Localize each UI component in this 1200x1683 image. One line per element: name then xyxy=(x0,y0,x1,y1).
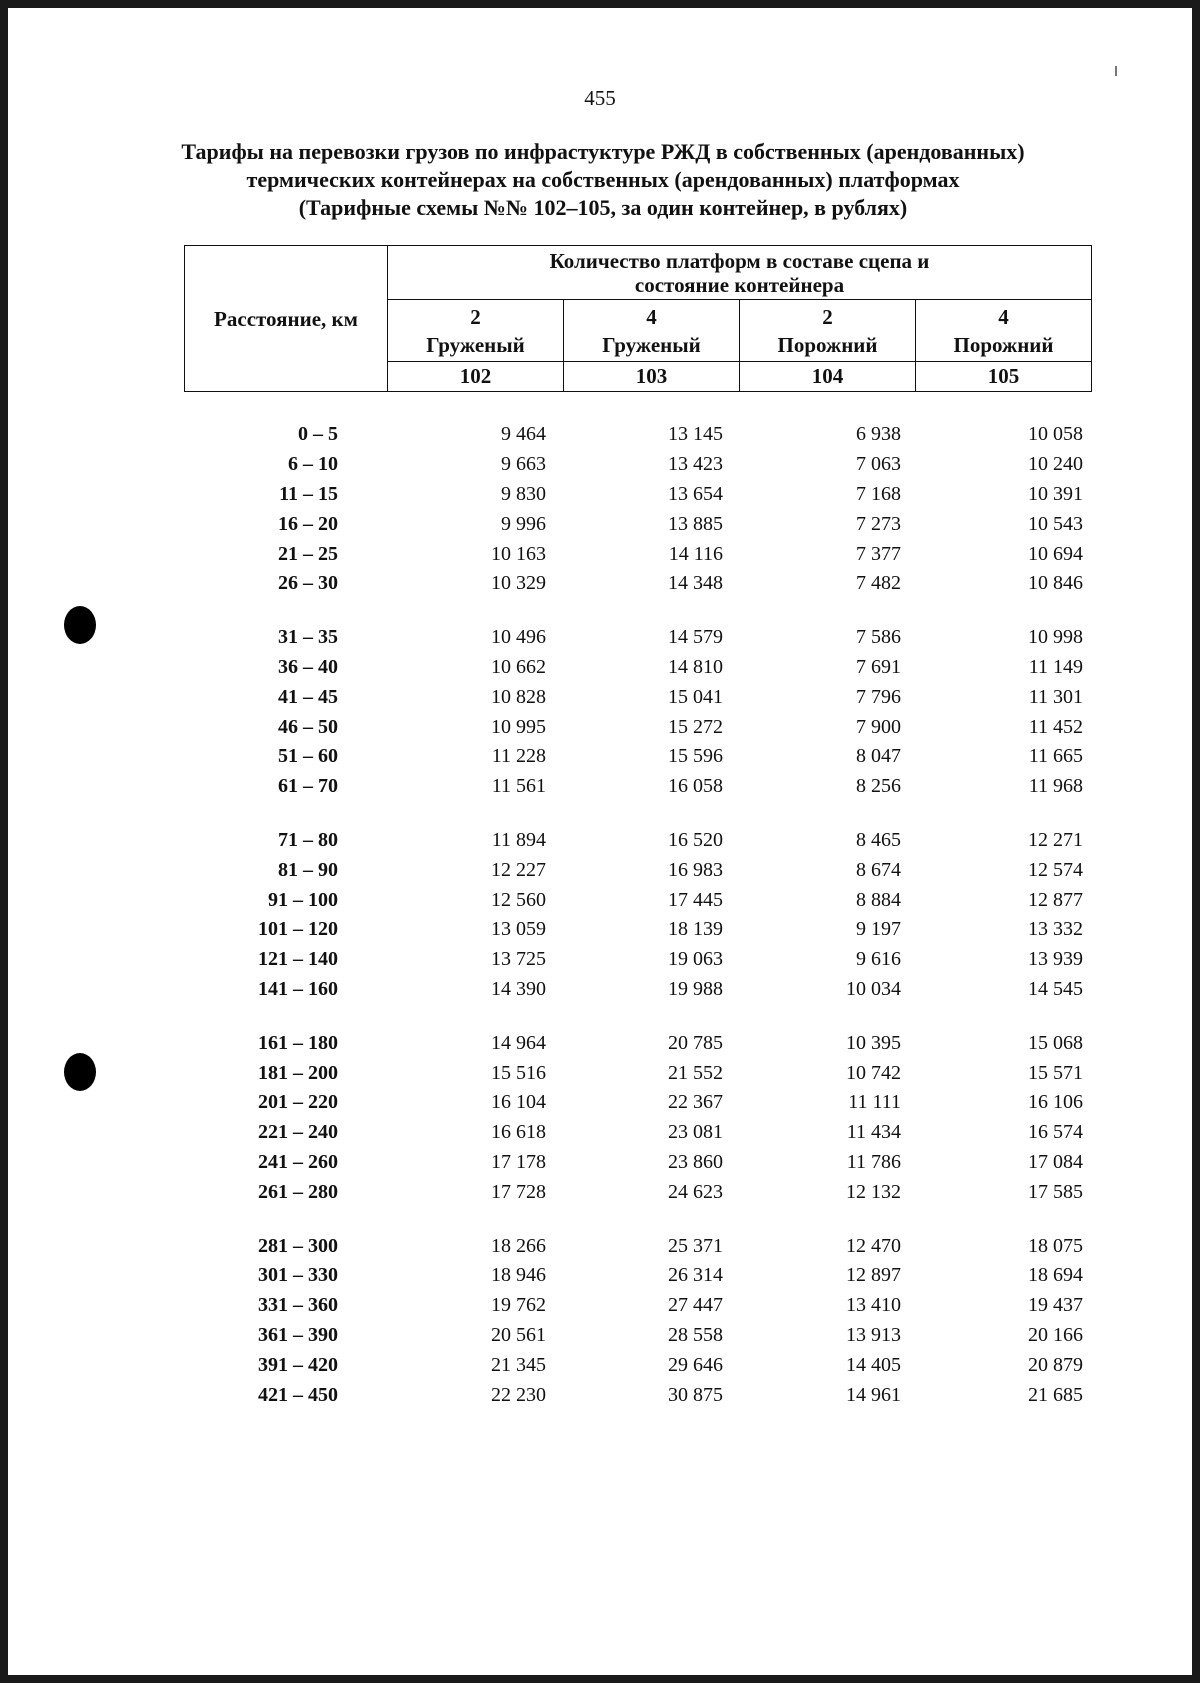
platforms-count: 4 xyxy=(646,304,657,329)
distance-range: 391 – 420 xyxy=(258,1353,338,1376)
document-page xyxy=(8,8,1192,1675)
tariff-104: 8 256 xyxy=(856,775,901,798)
column-header-105 xyxy=(916,300,1092,362)
distance-range: 46 – 50 xyxy=(278,715,338,738)
punch-hole xyxy=(64,1053,96,1091)
table-row xyxy=(184,826,1092,856)
tariff-104: 13 410 xyxy=(846,1294,901,1317)
tariff-105: 12 877 xyxy=(1028,888,1083,911)
tariff-105: 11 301 xyxy=(1028,685,1083,708)
tariff-102: 20 561 xyxy=(491,1323,546,1346)
tariff-103: 14 810 xyxy=(668,655,723,678)
tariff-102: 17 178 xyxy=(491,1150,546,1173)
tariff-104: 12 897 xyxy=(846,1264,901,1287)
distance-range: 51 – 60 xyxy=(278,745,338,768)
platforms-count: 2 xyxy=(470,304,481,329)
table-row xyxy=(184,1177,1092,1207)
tariff-105: 20 166 xyxy=(1028,1323,1083,1346)
tariff-105: 12 574 xyxy=(1028,858,1083,881)
tariff-104: 7 900 xyxy=(856,715,901,738)
distance-range: 421 – 450 xyxy=(258,1383,338,1406)
tariff-104: 9 616 xyxy=(856,948,901,971)
table-row xyxy=(184,945,1092,975)
title-line-3: (Тарифные схемы №№ 102–105, за один контейнер, в рублях) xyxy=(298,195,908,220)
distance-range: 361 – 390 xyxy=(258,1323,338,1346)
distance-range: 141 – 160 xyxy=(258,977,338,1000)
table-row xyxy=(184,653,1092,683)
tariff-105: 15 068 xyxy=(1028,1031,1083,1054)
tariff-103: 25 371 xyxy=(668,1234,723,1257)
tariff-104: 7 377 xyxy=(856,542,901,565)
distance-range: 36 – 40 xyxy=(278,655,338,678)
tariff-103: 14 348 xyxy=(668,572,723,595)
table-row xyxy=(184,1088,1092,1118)
table-row xyxy=(184,623,1092,653)
distance-range: 101 – 120 xyxy=(258,918,338,941)
tariff-102: 10 329 xyxy=(491,572,546,595)
document-title xyxy=(68,138,1138,222)
tariff-105: 11 968 xyxy=(1028,775,1083,798)
tariff-103: 13 885 xyxy=(668,512,723,535)
tariff-104: 7 691 xyxy=(856,655,901,678)
tariff-102: 16 104 xyxy=(491,1091,546,1114)
table-row xyxy=(184,1028,1092,1058)
tariff-105: 11 665 xyxy=(1028,745,1083,768)
tariff-104: 11 434 xyxy=(846,1121,901,1144)
column-header-104 xyxy=(740,300,916,362)
container-state: Порожний xyxy=(953,332,1054,357)
table-row xyxy=(184,1058,1092,1088)
tariff-102: 10 662 xyxy=(491,655,546,678)
table-row xyxy=(184,1231,1092,1261)
distance-range: 41 – 45 xyxy=(278,685,338,708)
table-row xyxy=(184,855,1092,885)
table-row xyxy=(184,915,1092,945)
tariff-105: 11 149 xyxy=(1028,655,1083,678)
tariff-105: 20 879 xyxy=(1028,1353,1083,1376)
tariff-105: 10 694 xyxy=(1028,542,1083,565)
distance-range: 221 – 240 xyxy=(258,1121,338,1144)
distance-range: 161 – 180 xyxy=(258,1031,338,1054)
tariff-102: 17 728 xyxy=(491,1180,546,1203)
tariff-105: 17 585 xyxy=(1028,1180,1083,1203)
tariff-105: 10 846 xyxy=(1028,572,1083,595)
tariff-103: 30 875 xyxy=(668,1383,723,1406)
group-header xyxy=(388,246,1092,300)
tariff-103: 20 785 xyxy=(668,1031,723,1054)
platforms-count: 4 xyxy=(998,304,1009,329)
platforms-count: 2 xyxy=(822,304,833,329)
tariff-104: 10 395 xyxy=(846,1031,901,1054)
table-row xyxy=(184,975,1092,1005)
tariff-102: 14 964 xyxy=(491,1031,546,1054)
tariff-105: 10 543 xyxy=(1028,512,1083,535)
tariff-103: 15 272 xyxy=(668,715,723,738)
tariff-103: 26 314 xyxy=(668,1264,723,1287)
tariff-105: 11 452 xyxy=(1028,715,1083,738)
tariff-102: 9 464 xyxy=(501,423,546,446)
tariff-104: 11 786 xyxy=(846,1150,901,1173)
tariff-102: 18 266 xyxy=(491,1234,546,1257)
tariff-102: 12 227 xyxy=(491,858,546,881)
tariff-104: 10 742 xyxy=(846,1061,901,1084)
tariff-104: 7 482 xyxy=(856,572,901,595)
table-row xyxy=(184,539,1092,569)
table-row xyxy=(184,1261,1092,1291)
table-row xyxy=(184,682,1092,712)
tariff-104: 7 273 xyxy=(856,512,901,535)
tariff-105: 10 998 xyxy=(1028,626,1083,649)
tariff-104: 7 586 xyxy=(856,626,901,649)
scheme-number: 104 xyxy=(740,362,916,392)
tariff-103: 16 058 xyxy=(668,775,723,798)
table-row xyxy=(184,480,1092,510)
tariff-104: 10 034 xyxy=(846,977,901,1000)
column-header-103 xyxy=(564,300,740,362)
container-state: Груженый xyxy=(426,332,525,357)
distance-range: 121 – 140 xyxy=(258,948,338,971)
tariff-102: 9 830 xyxy=(501,482,546,505)
distance-range: 0 – 5 xyxy=(298,423,338,446)
tariff-105: 16 106 xyxy=(1028,1091,1083,1114)
tariff-105: 17 084 xyxy=(1028,1150,1083,1173)
tariff-104: 14 961 xyxy=(846,1383,901,1406)
tariff-103: 13 145 xyxy=(668,423,723,446)
distance-range: 241 – 260 xyxy=(258,1150,338,1173)
table-row xyxy=(184,1291,1092,1321)
scheme-number: 102 xyxy=(388,362,564,392)
tariff-104: 7 063 xyxy=(856,453,901,476)
tariff-103: 24 623 xyxy=(668,1180,723,1203)
tariff-105: 13 939 xyxy=(1028,948,1083,971)
tariff-104: 13 913 xyxy=(846,1323,901,1346)
tariff-102: 13 059 xyxy=(491,918,546,941)
tariff-103: 21 552 xyxy=(668,1061,723,1084)
tariff-105: 14 545 xyxy=(1028,977,1083,1000)
tariff-103: 14 116 xyxy=(668,542,723,565)
tariff-104: 7 796 xyxy=(856,685,901,708)
group-header-line-2: состояние контейнера xyxy=(634,272,845,297)
tariff-103: 13 423 xyxy=(668,453,723,476)
container-state: Груженый xyxy=(602,332,701,357)
tariff-rows xyxy=(184,420,1092,1410)
distance-range: 301 – 330 xyxy=(258,1264,338,1287)
tariff-102: 22 230 xyxy=(491,1383,546,1406)
distance-range: 21 – 25 xyxy=(278,542,338,565)
distance-range: 61 – 70 xyxy=(278,775,338,798)
scheme-number: 105 xyxy=(916,362,1092,392)
distance-range: 81 – 90 xyxy=(278,858,338,881)
tariff-102: 11 894 xyxy=(491,828,546,851)
tariff-104: 12 132 xyxy=(846,1180,901,1203)
tariff-104: 11 111 xyxy=(848,1091,901,1114)
distance-range: 201 – 220 xyxy=(258,1091,338,1114)
tariff-103: 16 520 xyxy=(668,828,723,851)
column-header-102 xyxy=(388,300,564,362)
tariff-102: 10 828 xyxy=(491,685,546,708)
title-line-1: Тарифы на перевозки грузов по инфрастуктуре РЖД в собственных (арендованных) xyxy=(181,139,1025,164)
distance-header: Расстояние, км xyxy=(185,246,388,392)
tariff-102: 10 496 xyxy=(491,626,546,649)
table-row xyxy=(184,420,1092,450)
distance-range: 181 – 200 xyxy=(258,1061,338,1084)
tariff-105: 21 685 xyxy=(1028,1383,1083,1406)
tariff-103: 15 041 xyxy=(668,685,723,708)
tariff-105: 10 058 xyxy=(1028,423,1083,446)
tariff-102: 15 516 xyxy=(491,1061,546,1084)
tariff-102: 11 561 xyxy=(491,775,546,798)
tariff-102: 11 228 xyxy=(491,745,546,768)
tariff-102: 19 762 xyxy=(491,1294,546,1317)
table-row xyxy=(184,450,1092,480)
tariff-103: 27 447 xyxy=(668,1294,723,1317)
distance-range: 16 – 20 xyxy=(278,512,338,535)
tariff-105: 13 332 xyxy=(1028,918,1083,941)
tariff-104: 12 470 xyxy=(846,1234,901,1257)
tariff-103: 14 579 xyxy=(668,626,723,649)
tariff-105: 19 437 xyxy=(1028,1294,1083,1317)
table-row xyxy=(184,772,1092,802)
tariff-103: 15 596 xyxy=(668,745,723,768)
tariff-103: 18 139 xyxy=(668,918,723,941)
tariff-104: 8 674 xyxy=(856,858,901,881)
tariff-104: 8 884 xyxy=(856,888,901,911)
tariff-104: 6 938 xyxy=(856,423,901,446)
distance-range: 71 – 80 xyxy=(278,828,338,851)
table-row xyxy=(184,1380,1092,1410)
tariff-102: 10 163 xyxy=(491,542,546,565)
page-number: 455 xyxy=(584,86,616,110)
table-row xyxy=(184,885,1092,915)
table-row xyxy=(184,742,1092,772)
distance-range: 31 – 35 xyxy=(278,626,338,649)
distance-range: 331 – 360 xyxy=(258,1294,338,1317)
group-header-line-1: Количество платформ в составе сцепа и xyxy=(549,248,930,273)
table-row xyxy=(184,569,1092,599)
tariff-103: 19 063 xyxy=(668,948,723,971)
tariff-103: 16 983 xyxy=(668,858,723,881)
tariff-102: 18 946 xyxy=(491,1264,546,1287)
tariff-102: 10 995 xyxy=(491,715,546,738)
distance-range: 11 – 15 xyxy=(279,482,338,505)
container-state: Порожний xyxy=(777,332,878,357)
scan-mark xyxy=(1115,66,1117,76)
table-row xyxy=(184,1350,1092,1380)
tariff-105: 15 571 xyxy=(1028,1061,1083,1084)
tariff-102: 13 725 xyxy=(491,948,546,971)
tariff-103: 13 654 xyxy=(668,482,723,505)
tariff-104: 14 405 xyxy=(846,1353,901,1376)
table-row xyxy=(184,1321,1092,1351)
tariff-103: 23 081 xyxy=(668,1121,723,1144)
tariff-103: 19 988 xyxy=(668,977,723,1000)
tariff-103: 28 558 xyxy=(668,1323,723,1346)
tariff-103: 23 860 xyxy=(668,1150,723,1173)
distance-range: 26 – 30 xyxy=(278,572,338,595)
distance-range: 6 – 10 xyxy=(288,453,338,476)
tariff-104: 8 047 xyxy=(856,745,901,768)
distance-range: 281 – 300 xyxy=(258,1234,338,1257)
distance-range: 261 – 280 xyxy=(258,1180,338,1203)
tariff-105: 16 574 xyxy=(1028,1121,1083,1144)
tariff-105: 10 240 xyxy=(1028,453,1083,476)
tariff-102: 21 345 xyxy=(491,1353,546,1376)
title-line-2: термических контейнерах на собственных (арендованных) платформах xyxy=(246,167,960,192)
tariff-104: 9 197 xyxy=(856,918,901,941)
tariff-103: 29 646 xyxy=(668,1353,723,1376)
tariff-103: 17 445 xyxy=(668,888,723,911)
tariff-103: 22 367 xyxy=(668,1091,723,1114)
tariff-105: 18 694 xyxy=(1028,1264,1083,1287)
table-row xyxy=(184,509,1092,539)
distance-range: 91 – 100 xyxy=(268,888,338,911)
tariff-105: 18 075 xyxy=(1028,1234,1083,1257)
tariff-104: 8 465 xyxy=(856,828,901,851)
tariff-102: 16 618 xyxy=(491,1121,546,1144)
tariff-102: 14 390 xyxy=(491,977,546,1000)
tariff-102: 12 560 xyxy=(491,888,546,911)
tariff-105: 10 391 xyxy=(1028,482,1083,505)
punch-hole xyxy=(64,606,96,644)
table-row xyxy=(184,1118,1092,1148)
tariff-104: 7 168 xyxy=(856,482,901,505)
tariff-102: 9 996 xyxy=(501,512,546,535)
tariff-102: 9 663 xyxy=(501,453,546,476)
table-row xyxy=(184,712,1092,742)
table-row xyxy=(184,1148,1092,1178)
tariff-105: 12 271 xyxy=(1028,828,1083,851)
scheme-number: 103 xyxy=(564,362,740,392)
table-header xyxy=(184,245,1092,392)
